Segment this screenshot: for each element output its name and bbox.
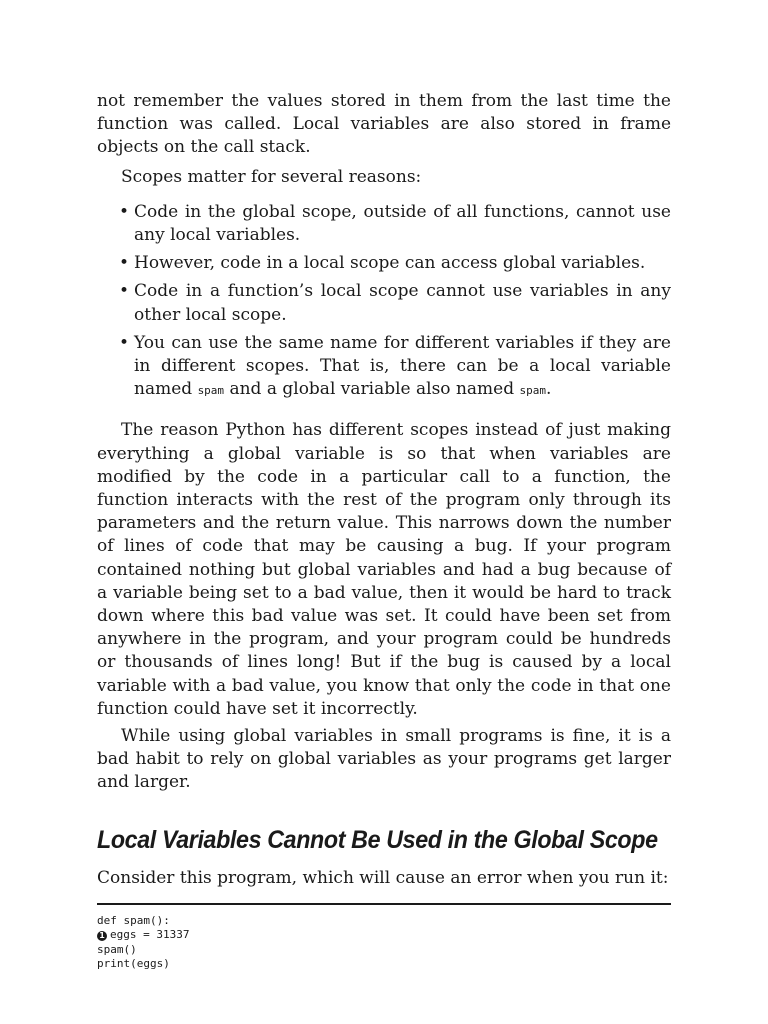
code-line: print(eggs) [97, 957, 170, 971]
code-line-text: eggs = 31337 [110, 928, 190, 942]
list-item: • However, code in a local scope can access global variables. [134, 252, 671, 275]
list-item-text: . [546, 379, 552, 400]
list-item-text: You can use the same name for different variables if they are in different scopes. That is, there can be a local variable named [134, 332, 671, 400]
list-item-text: and a global variable also named [224, 379, 520, 400]
consider-paragraph: Consider this program, which will cause an error when you run it: [97, 867, 669, 888]
list-item: • Code in a function’s local scope cannot use variables in any other local scope. [134, 280, 671, 326]
reasons-list [97, 201, 671, 403]
intro-paragraph: not remember the values stored in them from the last time the function was called. Local variables are also stored in frame objects on the call stack. [97, 91, 671, 158]
while-using-paragraph: While using global variables in small programs is fine, it is a bad habit to rely on global variables as your programs get larger and larger. [97, 726, 671, 793]
inline-code: spam [519, 384, 546, 398]
section-heading: Local Variables Cannot Be Used in the Global Scope [97, 825, 658, 854]
scopes-matter-paragraph: Scopes matter for several reasons: [121, 166, 422, 187]
inline-code: spam [197, 384, 225, 398]
list-item [134, 332, 671, 403]
callout-1-icon: 1 [97, 931, 107, 941]
code-divider [97, 903, 671, 905]
code-listing [97, 914, 671, 972]
reason-paragraph: The reason Python has different scopes instead of just making everything a global variable is so that when variables are modified by the code in a particular call to a function, the function interacts with the rest of the program only through its parameters and the return value. This narrows down the number of lines of code that may be causing a bug. If your program contained nothing but global variables and had a bug because of a variable being set to a bad value, then it would be hard to track down where this bad value was set. It could have been set from anywhere in the program, and your program could be hundreds or thousands of lines long! But if the bug is caused by a local variable with a bad value, you know that only the code in that one function could have set it incorrectly. [97, 420, 671, 719]
code-line [97, 928, 671, 943]
code-line: spam() [97, 942, 137, 956]
list-item: • Code in the global scope, outside of all functions, cannot use any local variables. [134, 201, 671, 247]
code-line: def spam(): [97, 913, 170, 927]
